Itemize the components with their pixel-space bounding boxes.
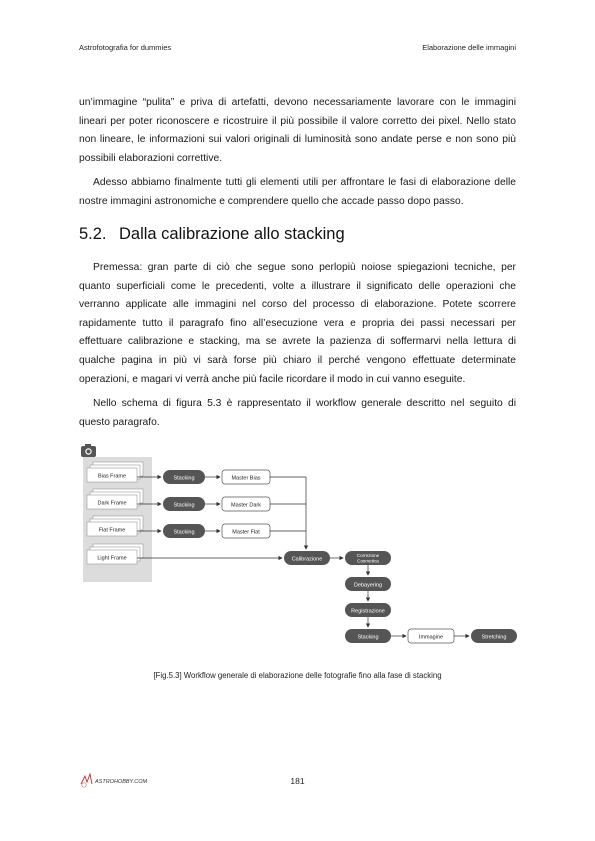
- camera-icon: [81, 444, 96, 457]
- frame-stack-flat: [87, 516, 143, 536]
- node-label: Cosmetica: [357, 558, 379, 564]
- stacking-node: [163, 497, 205, 511]
- registrazione-node: [345, 603, 391, 617]
- frame-label: Dark Frame: [97, 500, 127, 507]
- running-header-right: Elaborazione delle immagini: [422, 43, 516, 52]
- node-label: Master Dark: [231, 502, 261, 509]
- master-bias-node: [222, 470, 270, 484]
- node-label: Calibrazione: [291, 556, 323, 563]
- stacking-node: [163, 470, 205, 484]
- frame-stack-light: [87, 544, 143, 564]
- debayering-node: [345, 577, 391, 591]
- section-heading: [79, 225, 345, 244]
- paragraph: Nello schema di figura 5.3 è rappresentato il workflow generale descritto nel seguito di questo paragrafo.: [79, 398, 516, 428]
- node-label: Stacking: [173, 529, 195, 536]
- text-block-bottom: [79, 259, 516, 432]
- frame-stack-bias: [87, 462, 143, 482]
- node-label: Master Bias: [231, 475, 261, 482]
- workflow-diagram: [79, 442, 519, 662]
- node-label: Stacking: [173, 475, 195, 482]
- stretching-node: [471, 629, 517, 643]
- frame-label: Light Frame: [97, 555, 127, 562]
- figure-caption: [Fig.5.3] Workflow generale di elaborazione delle fotografie fino alla fase di stacking: [153, 671, 442, 680]
- node-label: Stretching: [481, 634, 507, 641]
- running-header-left: Astrofotografia for dummies: [79, 43, 172, 52]
- section-number: 5.2.: [79, 225, 107, 243]
- text-block-top: [79, 94, 516, 212]
- frame-stack-dark: [87, 489, 143, 509]
- master-flat-node: [222, 524, 270, 538]
- node-label: Immagine: [418, 634, 444, 641]
- node-label: Stacking: [357, 634, 379, 641]
- correzione-cosmetica-node: [345, 551, 391, 565]
- section-title: Dalla calibrazione allo stacking: [119, 225, 345, 243]
- paragraph: un’immagine “pulita” e priva di artefatti, devono necessariamente lavorare con le immagini lineari per poter riconoscere e ricostruire il più possibile il valore corretto dei pixel. Nello stato non lineare, le informazioni sui valori originali di luminosità sono andate perse e non sono più possibili elaborazioni correttive.: [79, 97, 516, 164]
- frame-label: Bias Frame: [97, 473, 127, 480]
- page-number: 181: [290, 776, 305, 786]
- immagine-node: [408, 629, 454, 643]
- node-label: Debayering: [353, 582, 383, 589]
- node-label: Stacking: [173, 502, 195, 509]
- frame-label: Flat Frame: [98, 527, 126, 534]
- final-stacking-node: [345, 629, 391, 643]
- paragraph: Premessa: gran parte di ciò che segue sono perlopiù noiose spiegazioni tecniche, per quanto superficiali come le precedenti, volte a illustrare il significato delle operazioni che verranno applicate alle immagini nel corso del processo di elaborazione. Potete scorrere rapidamente tutto il paragrafo fino all’esecuzione vera e propria dei passi necessari per effettuare calibrazione e stacking, ma se avrete la pazienza di soffermarvi nella lettura di qualche pagina in più vi sarà forse più chiaro il perché vengono effettuate determinate operazioni, e magari vi verrà anche più facile ricordare il modo in cui vanno eseguite.: [79, 262, 516, 385]
- master-dark-node: [222, 497, 270, 511]
- calibrazione-node: [284, 551, 330, 565]
- node-label: Master Flat: [232, 529, 260, 536]
- node-label: Correzione: [356, 553, 380, 558]
- stacking-node: [163, 524, 205, 538]
- node-label: Registrazione: [351, 608, 385, 615]
- paragraph: Adesso abbiamo finalmente tutti gli elementi utili per affrontare le fasi di elaborazione delle nostre immagini astronomiche e comprendere quello che accade passo dopo passo.: [79, 177, 516, 207]
- logo-text: ASTROHOBBY.COM: [95, 779, 148, 785]
